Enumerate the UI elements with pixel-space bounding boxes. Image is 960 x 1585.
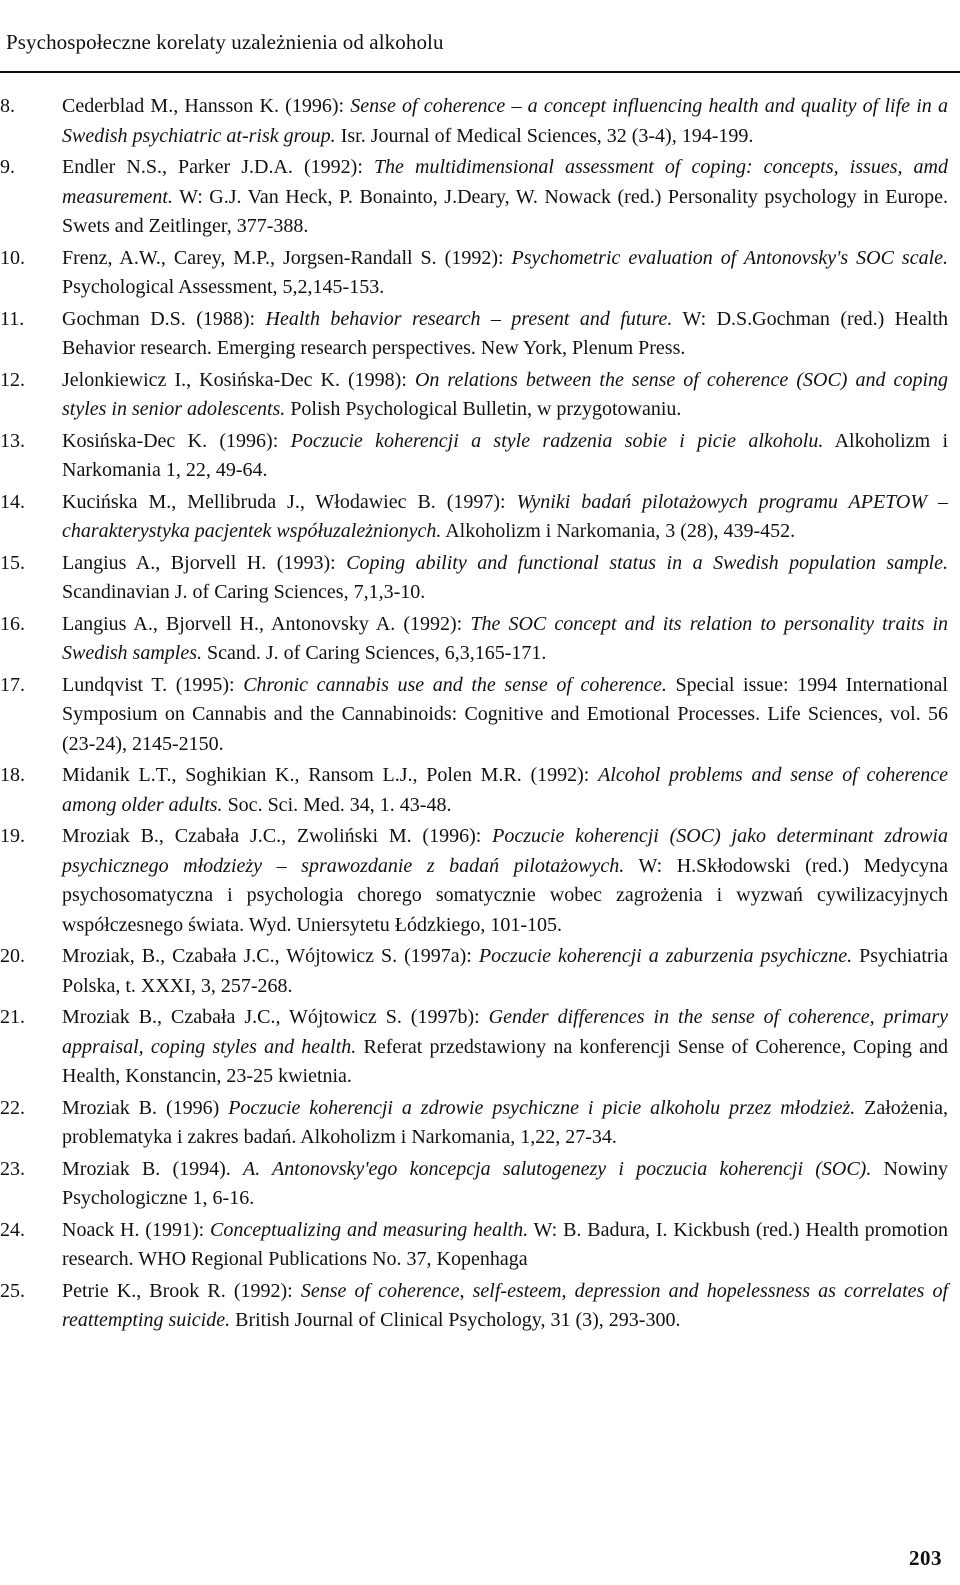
reference-number: 23.: [0, 1157, 25, 1180]
reference-number: 8.: [0, 95, 15, 117]
reference-authors: Kucińska M., Mellibruda J., Włodawiec B. (1997):: [62, 490, 517, 513]
reference-authors: Mroziak B., Czabała J.C., Zwoliński M. (1996):: [62, 825, 493, 847]
reference-number: 9.: [0, 156, 15, 178]
reference-number: 11.: [0, 307, 25, 330]
reference-number: 22.: [0, 1096, 25, 1119]
reference-title: Poczucie koherencji a style radzenia sobie i picie alkoholu.: [290, 429, 824, 452]
reference-number: 12.: [0, 368, 25, 391]
reference-source: Alkoholizm i Narkomania, 3 (28), 439-452.: [441, 520, 796, 542]
reference-item: [0, 1155, 960, 1214]
reference-number: 25.: [0, 1279, 25, 1302]
reference-item: [0, 153, 960, 242]
reference-source: Isr. Journal of Medical Sciences, 32 (3-4), 194-199.: [335, 124, 754, 147]
reference-item: [0, 1094, 960, 1153]
reference-item: [0, 92, 960, 151]
reference-title: Wyniki badań pilotażowych programu APETOW – charakterystyka pacjentek współuzależnionych.: [62, 490, 948, 542]
reference-authors: Endler N.S., Parker J.D.A. (1992):: [62, 156, 374, 178]
reference-authors: Mroziak B. (1996): [62, 1096, 229, 1119]
reference-item: [0, 610, 960, 669]
reference-title: Conceptualizing and measuring health.: [210, 1218, 529, 1241]
reference-title: Coping ability and functional status in a Swedish population sample.: [346, 551, 948, 574]
reference-authors: Langius A., Bjorvell H., Antonovsky A. (1992):: [62, 612, 471, 635]
reference-item: [0, 549, 960, 608]
reference-title: Sense of coherence, self-esteem, depression and hopelessness as correlates of reattempting suicide.: [62, 1279, 949, 1331]
reference-source: Soc. Sci. Med. 34, 1. 43-48.: [222, 793, 452, 816]
reference-number: 13.: [0, 429, 25, 452]
reference-source: British Journal of Clinical Psychology, 31 (3), 293-300.: [230, 1309, 681, 1331]
reference-item: [0, 366, 960, 425]
reference-source: Psychiatria Polska, t. XXXI, 3, 257-268.: [62, 945, 949, 997]
reference-item: [0, 1277, 960, 1336]
reference-source: Założenia, problematyka i zakres badań. Alkoholizm i Narkomania, 1,22, 27-34.: [62, 1096, 948, 1148]
reference-title: Poczucie koherencji a zdrowie psychiczne i picie alkoholu przez młodzież.: [228, 1096, 856, 1119]
reference-title: Poczucie koherencji (SOC) jako determinant zdrowia psychicznego młodzieży – sprawozdanie z badań pilotażowych.: [62, 825, 948, 877]
reference-authors: Gochman D.S. (1988):: [62, 307, 266, 330]
running-header: Psychospołeczne korelaty uzależnienia od alkoholu: [6, 30, 444, 54]
reference-authors: Petrie K., Brook R. (1992):: [62, 1279, 301, 1302]
header-rule: [0, 71, 960, 73]
reference-authors: Mroziak, B., Czabała J.C., Wójtowicz S. (1997a):: [62, 945, 479, 967]
reference-list: [0, 92, 960, 1338]
reference-item: [0, 427, 960, 486]
reference-title: Chronic cannabis use and the sense of coherence.: [243, 673, 667, 696]
reference-authors: Jelonkiewicz I., Kosińska-Dec K. (1998):: [62, 368, 415, 391]
reference-number: 17.: [0, 673, 25, 696]
reference-number: 21.: [0, 1006, 25, 1028]
reference-title: Poczucie koherencji a zaburzenia psychiczne.: [478, 945, 853, 967]
reference-authors: Mroziak B. (1994).: [62, 1157, 243, 1180]
reference-source: W: G.J. Van Heck, P. Bonainto, J.Deary, W. Nowack (red.) Personality psychology in Europe. Swets and Zeitlinger, 377-388.: [62, 185, 948, 237]
reference-source: Nowiny Psychologiczne 1, 6-16.: [62, 1157, 948, 1209]
reference-number: 18.: [0, 764, 25, 786]
reference-item: [0, 244, 960, 303]
reference-source: Psychological Assessment, 5,2,145-153.: [62, 276, 385, 298]
reference-source: Referat przedstawiony na konferencji Sense of Coherence, Coping and Health, Konstancin, 23-25 kwietnia.: [62, 1035, 948, 1087]
reference-source: Polish Psychological Bulletin, w przygotowaniu.: [285, 398, 682, 420]
reference-item: [0, 822, 960, 940]
reference-title: Alcohol problems and sense of coherence among older adults.: [62, 764, 948, 816]
reference-item: [0, 1003, 960, 1092]
reference-source: Scandinavian J. of Caring Sciences, 7,1,3-10.: [62, 581, 426, 603]
reference-authors: Noack H. (1991):: [62, 1218, 211, 1241]
reference-title: The multidimensional assessment of coping: concepts, issues, amd measurement.: [62, 156, 948, 208]
reference-item: [0, 671, 960, 760]
reference-authors: Mroziak B., Czabała J.C., Wójtowicz S. (1997b):: [62, 1006, 489, 1028]
reference-source: Scand. J. of Caring Sciences, 6,3,165-171.: [202, 642, 547, 664]
reference-title: A. Antonovsky'ego koncepcja salutogenezy i poczucia koherencji (SOC).: [243, 1157, 872, 1180]
reference-item: [0, 305, 960, 364]
reference-title: On relations between the sense of coherence (SOC) and coping styles in senior adolescents.: [62, 368, 948, 420]
reference-authors: Langius A., Bjorvell H. (1993):: [62, 551, 347, 574]
reference-title: Psychometric evaluation of Antonovsky's SOC scale.: [511, 246, 949, 269]
reference-title: Health behavior research – present and future.: [265, 307, 673, 330]
reference-title: Gender differences in the sense of coherence, primary appraisal, coping styles and health.: [62, 1006, 948, 1058]
reference-source: Alkoholizm i Narkomania 1, 22, 49-64.: [62, 429, 949, 481]
reference-item: [0, 488, 960, 547]
reference-authors: Lundqvist T. (1995):: [62, 673, 244, 696]
reference-number: 15.: [0, 551, 25, 574]
reference-authors: Frenz, A.W., Carey, M.P., Jorgsen-Randall S. (1992):: [62, 246, 512, 269]
reference-source: W: H.Skłodowski (red.) Medycyna psychosomatyczna i psychologia chorego somatycznie wobec zagrożenia i wyzwań cywilizacyjnych współczesnego świata. Wyd. Uniersytetu Łódzkiego, 101-105.: [62, 854, 948, 936]
reference-authors: Cederblad M., Hansson K. (1996):: [62, 95, 351, 117]
reference-number: 16.: [0, 612, 25, 635]
reference-title: Sense of coherence – a concept influencing health and quality of life in a Swedish psychiatric at-risk group.: [62, 95, 948, 147]
reference-number: 19.: [0, 825, 25, 847]
reference-title: The SOC concept and its relation to personality traits in Swedish samples.: [62, 612, 948, 664]
reference-number: 20.: [0, 945, 25, 967]
reference-authors: Midanik L.T., Soghikian K., Ransom L.J., Polen M.R. (1992):: [62, 764, 599, 786]
reference-item: [0, 1216, 960, 1275]
reference-source: W: D.S.Gochman (red.) Health Behavior research. Emerging research perspectives. New York, Plenum Press.: [62, 307, 948, 359]
page-number: 203: [909, 1546, 942, 1570]
reference-item: [0, 942, 960, 1001]
reference-number: 24.: [0, 1218, 25, 1241]
reference-number: 10.: [0, 246, 25, 269]
reference-authors: Kosińska-Dec K. (1996):: [62, 429, 291, 452]
reference-source: W: B. Badura, I. Kickbush (red.) Health promotion research. WHO Regional Publications No. 37, Kopenhaga: [62, 1218, 948, 1270]
reference-number: 14.: [0, 490, 25, 513]
reference-item: [0, 761, 960, 820]
reference-source: Special issue: 1994 International Symposium on Cannabis and the Cannabinoids: Cognitive and Emotional Processes. Life Sciences, vol. 56 (23-24), 2145-2150.: [62, 673, 948, 755]
